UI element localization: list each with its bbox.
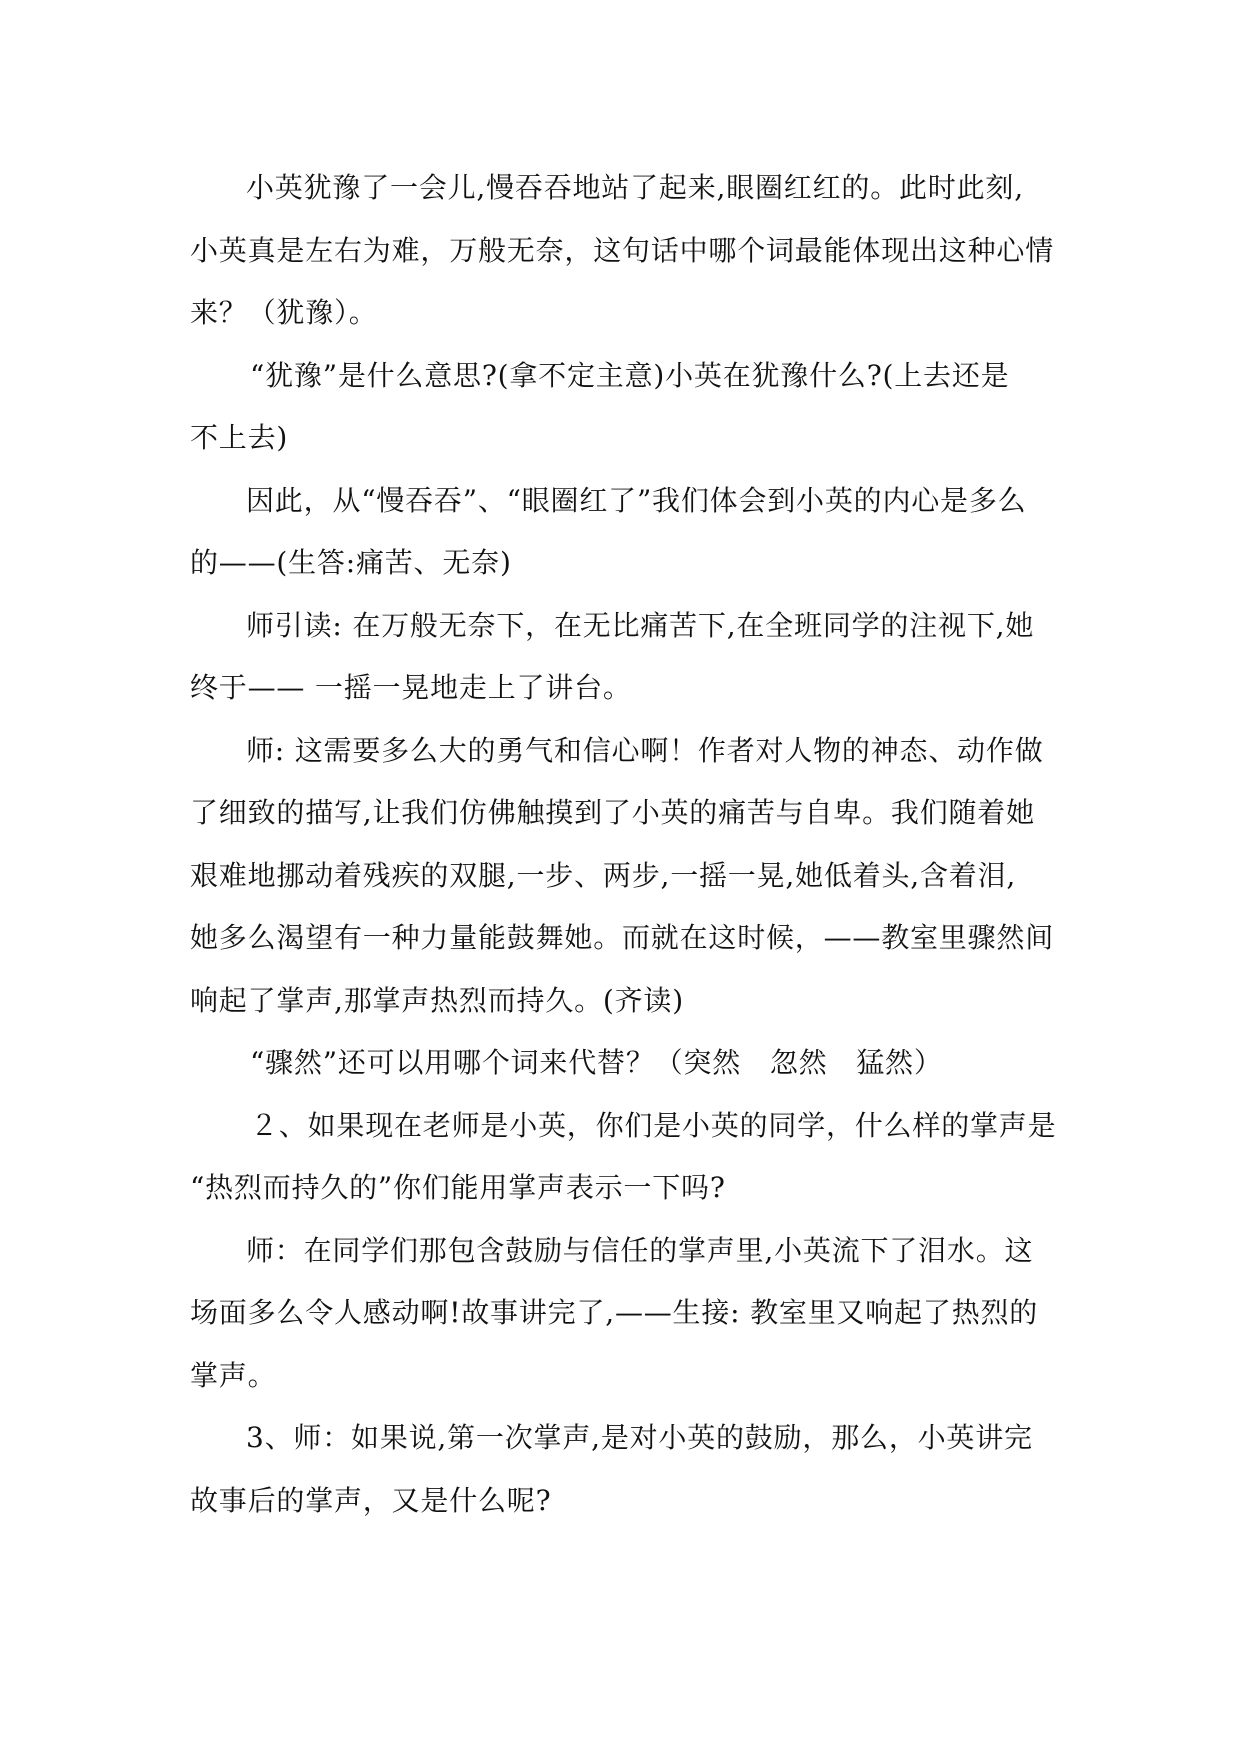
paragraph-3 [190, 470, 1052, 595]
text-line: 了细致的描写,让我们仿佛触摸到了小英的痛苦与自卑。我们随着她 [190, 796, 1035, 829]
text-line: 不上去) [190, 421, 289, 454]
paragraph-1 [190, 157, 1055, 345]
text-line: 场面多么令人感动啊!故事讲完了,——生接: 教室里又响起了热烈的 [190, 1296, 1039, 1329]
text-line: 师：在同学们那包含鼓励与信任的掌声里,小英流下了泪水。这 [246, 1233, 1034, 1267]
text-line: “骤然”还可以用哪个词来代替？（突然 忽然 猛然） [250, 1046, 943, 1079]
text-line: 故事后的掌声，又是什么呢? [190, 1483, 552, 1517]
text-line: 师: 这需要多么大的勇气和信心啊！作者对人物的神态、动作做 [246, 733, 1044, 767]
text-line: 来？（犹豫）。 [190, 296, 378, 329]
text-line: 小英真是左右为难，万般无奈，这句话中哪个词最能体现出这种心情 [190, 233, 1055, 267]
paragraph-8 [190, 1220, 1052, 1408]
text-line: 的——(生答:痛苦、无奈) [190, 546, 512, 579]
document-body [190, 157, 1057, 1532]
text-line: 她多么渴望有一种力量能鼓舞她。而就在这时候，——教室里骤然间 [190, 921, 1055, 954]
text-line: 响起了掌声,那掌声热烈而持久。(齐读) [190, 983, 684, 1017]
paragraph-5 [190, 720, 1055, 1033]
text-line: 掌声。 [190, 1358, 277, 1392]
text-line: 师引读: 在万般无奈下，在无比痛苦下,在全班同学的注视下,她 [246, 608, 1035, 642]
text-line: “犹豫”是什么意思?(拿不定主意)小英在犹豫什么?(上去还是 [250, 358, 1010, 392]
paragraph-7 [190, 1095, 1057, 1220]
text-line: ２、如果现在老师是小英，你们是小英的同学，什么样的掌声是 [250, 1108, 1057, 1142]
paragraph-2 [190, 345, 1052, 470]
paragraph-9 [190, 1407, 1052, 1532]
paragraph-6 [190, 1032, 1052, 1095]
text-line: 小英犹豫了一会儿,慢吞吞地站了起来,眼圈红红的。此时此刻, [246, 171, 1024, 204]
text-line: 3、师：如果说,第一次掌声,是对小英的鼓励，那么，小英讲完 [246, 1421, 1033, 1454]
text-line: 艰难地挪动着残疾的双腿,一步、两步,一摇一晃,她低着头,含着泪, [190, 858, 1017, 892]
text-line: “热烈而持久的”你们能用掌声表示一下吗? [190, 1171, 726, 1204]
paragraph-4 [190, 595, 1052, 720]
text-line: 因此，从“慢吞吞”、“眼圈红了”我们体会到小英的内心是多么 [246, 483, 1027, 517]
text-line: 终于—— 一摇一晃地走上了讲台。 [190, 671, 632, 704]
